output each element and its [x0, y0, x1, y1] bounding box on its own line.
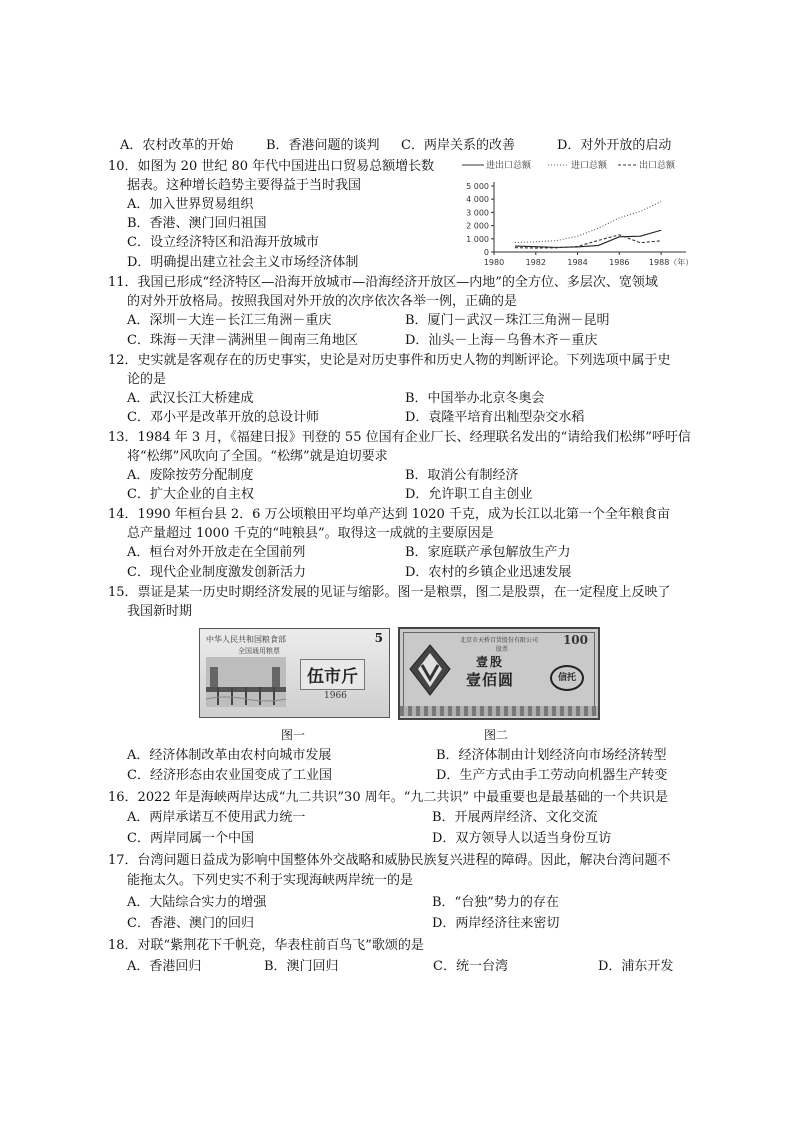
stock-certificate-amount: 壹佰圆 [466, 671, 515, 689]
q14-stem-line-2: 总产量超过 1000 千克的“吨粮县”。取得这一成就的主要原因是 [127, 526, 494, 541]
y-tick-label: 3 000 [466, 208, 489, 218]
q9-option-c: C．两岸关系的改善 [401, 138, 515, 153]
q12-option-c: C．邓小平是改革开放的总设计师 [127, 410, 319, 425]
stock-certificate-number: 100 [562, 633, 588, 647]
y-tick-label: 2 000 [466, 221, 489, 231]
q16-stem-line-1: 16．2022 年是海峡两岸达成“九二共识”30 周年。“九二共识” 中最重要也是最基础的一个共识是 [108, 790, 669, 805]
q11-stem-line-1: 11．我国已形成“经济特区—沿海开放城市—沿海经济开放区—内地”的全方位、多层次、宽领域 [108, 275, 658, 290]
stock-certificate-image [398, 627, 600, 720]
q10-option-d: D．明确提出建立社会主义市场经济体制 [127, 255, 359, 270]
grain-ticket-header: 中华人民共和国粮食部 [206, 635, 286, 644]
q10-option-c: C．设立经济特区和沿海开放城市 [127, 235, 319, 250]
y-tick-label: 5 000 [466, 182, 489, 191]
q12-option-a: A．武汉长江大桥建成 [127, 391, 254, 406]
series-line-1 [515, 230, 661, 247]
q12-stem-line-2: 论的是 [127, 372, 167, 387]
q13-option-b: B．取消公有制经济 [405, 468, 519, 483]
q11-option-b: B．厦门－武汉－珠江三角洲－昆明 [405, 313, 610, 328]
emblem-icon [408, 643, 452, 697]
q14-option-a: A．桓台对外开放走在全国前列 [127, 545, 306, 560]
bridge-illustration [206, 657, 286, 707]
q10-option-b: B．香港、澳门回归祖国 [127, 216, 267, 231]
q15-option-b: B．经济体制由计划经济向市场经济转型 [436, 748, 667, 763]
q11-option-a: A．深圳－大连－长江三角洲－重庆 [127, 313, 332, 328]
q13-option-c: C．扩大企业的自主权 [127, 487, 254, 502]
q17-option-b: B．“台独”势力的存在 [432, 895, 559, 910]
q17-option-d: D．两岸经济往来密切 [432, 916, 560, 931]
figure-2-caption: 图二 [484, 728, 509, 742]
q12-stem-line-1: 12．史实就是客观存在的历史事实，史论是对历史事件和历史人物的判断评论。下列选项中属于史 [108, 353, 671, 368]
x-tick-label: 1982 [525, 258, 546, 267]
legend-label-import: 进口总额 [571, 161, 608, 171]
stock-certificate-seal: 信托 [550, 665, 584, 691]
q13-stem-line-2: 将“松绑”风吹向了全国。“松绑”就是迫切要求 [127, 449, 388, 464]
q18-stem-line-1: 18．对联“紫荆花下千帆竞，华表柱前百鸟飞”歌颂的是 [108, 938, 424, 953]
legend-label-total: 进出口总额 [486, 161, 532, 171]
grain-ticket-image [199, 628, 390, 718]
x-tick-label: 1984 [567, 258, 588, 267]
q15-option-d: D．生产方式由手工劳动向机器生产转变 [436, 768, 668, 783]
q13-stem-line-1: 13．1984 年 3 月，《福建日报》刊登的 55 位国有企业厂长、经理联名发出的“请给我们松绑”呼吁信 [108, 430, 691, 445]
y-tick-label: 0 [483, 248, 489, 257]
q10-option-a: A．加入世界贸易组织 [127, 197, 254, 212]
grain-ticket-amount: 伍市斤 [300, 659, 365, 690]
trade-chart [440, 156, 700, 274]
q17-stem-line-2: 能拖太久。下列史实不利于实现海峡两岸统一的是 [127, 873, 414, 888]
x-tick-label: 1980 [483, 258, 505, 267]
q17-option-a: A．大陆综合实力的增强 [127, 895, 267, 910]
q11-option-c: C．珠海－天津－满洲里－闽南三角地区 [127, 333, 358, 348]
q16-option-c: C．两岸同属一个中国 [127, 831, 254, 846]
q14-option-c: C．现代企业制度激发创新活力 [127, 565, 306, 580]
q14-option-d: D．农村的乡镇企业迅速发展 [405, 565, 572, 580]
q12-option-d: D．袁隆平培育出籼型杂交水稻 [405, 410, 585, 425]
q9-option-b: B．香港问题的谈判 [266, 138, 380, 153]
q15-stem-line-2: 我国新时期 [127, 604, 193, 619]
q9-option-a: A．农村改革的开始 [120, 138, 234, 153]
q15-stem-line-1: 15．票证是某一历史时期经济发展的见证与缩影。图一是粮票，图二是股票，在一定程度上反映了 [108, 585, 671, 600]
y-tick-label: 1 000 [466, 234, 489, 244]
q18-option-c: C．统一台湾 [433, 959, 508, 974]
figure-1-caption: 图一 [281, 728, 306, 742]
q17-stem-line-1: 17．台湾问题日益成为影响中国整体外交战略和威胁民族复兴进程的障碍。因此，解决台湾问题不 [108, 853, 671, 868]
q18-option-b: B．澳门回归 [264, 959, 339, 974]
q11-stem-line-2: 的对外开放格局。按照我国对外开放的次序依次各举一例，正确的是 [127, 294, 518, 309]
q15-option-c: C．经济形态由农业国变成了工业国 [127, 768, 332, 783]
grain-ticket-number: 5 [374, 631, 383, 645]
q15-option-a: A．经济体制改革由农村向城市发展 [127, 748, 332, 763]
stock-certificate-header: 北京市天桥百货股份有限公司 [460, 637, 539, 644]
y-tick-label: 4 000 [466, 195, 489, 205]
q10-stem-line-2: 据表。这种增长趋势主要得益于当时我国 [127, 178, 362, 193]
x-tick-label: 1988（年） [648, 258, 694, 267]
q14-stem-line-1: 14．1990 年桓台县 2．6 万公顷粮田平均单产达到 1020 千克，成为长江以北第一个全年粮食亩 [108, 507, 670, 522]
q13-option-d: D．允许职工自主创业 [405, 487, 533, 502]
q9-option-d: D．对外开放的启动 [557, 138, 672, 153]
q18-option-a: A．香港回归 [127, 959, 202, 974]
chart-legend [462, 159, 676, 171]
q14-option-b: B．家庭联产承包解放生产力 [405, 545, 571, 560]
stock-certificate-shares: 壹股 [476, 655, 505, 669]
q16-option-a: A．两岸承诺互不使用武力统一 [127, 810, 306, 825]
q11-option-d: D．汕头－上海－乌鲁木齐－重庆 [405, 333, 598, 348]
stock-certificate-subtitle: 股票 [496, 646, 509, 653]
q18-option-d: D．浦东开发 [598, 959, 674, 974]
q16-option-d: D．双方领导人以适当身份互访 [432, 831, 612, 846]
x-tick-label: 1986 [609, 258, 630, 267]
q16-option-b: B．开展两岸经济、文化交流 [432, 810, 598, 825]
q17-option-c: C．香港、澳门的回归 [127, 916, 254, 931]
legend-label-export: 出口总额 [639, 161, 676, 171]
q12-option-b: B．中国举办北京冬奥会 [405, 391, 545, 406]
q13-option-a: A．废除按劳分配制度 [127, 468, 254, 483]
grain-ticket-subtitle: 全国通用粮票 [238, 647, 280, 655]
grain-ticket-year: 1966 [324, 691, 347, 701]
q10-stem-line-1: 10．如图为 20 世纪 80 年代中国进出口贸易总额增长数 [108, 159, 435, 174]
